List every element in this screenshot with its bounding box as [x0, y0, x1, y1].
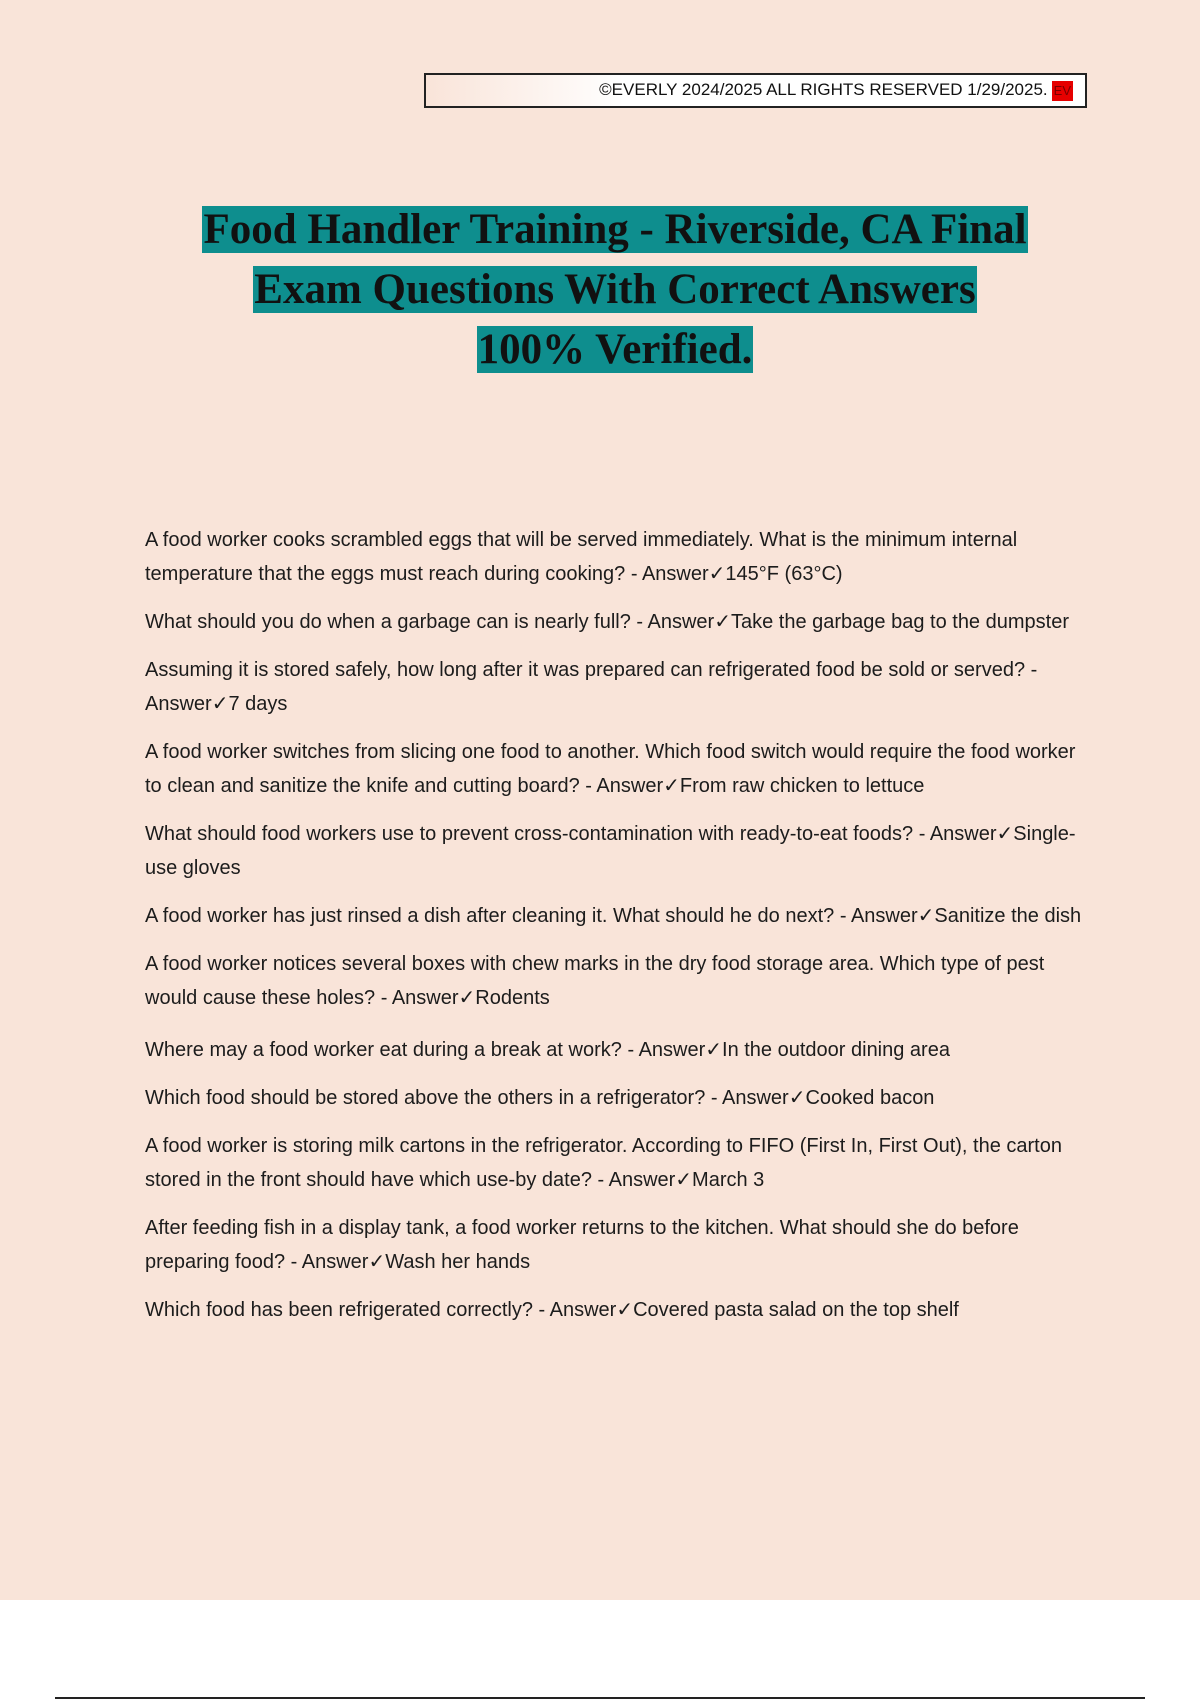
- qa-item: A food worker notices several boxes with chew marks in the dry food storage area. Which type of pest would cause these holes? - Answer✓Rodents: [145, 953, 1045, 1009]
- qa-item: After feeding fish in a display tank, a food worker returns to the kitchen. What should she do before preparing food? - Answer✓Wash her hands: [145, 1217, 1019, 1273]
- qa-item: Assuming it is stored safely, how long after it was prepared can refrigerated food be sold or served? - Answer✓7 days: [145, 659, 1038, 715]
- qa-item: Which food has been refrigerated correctly? - Answer✓Covered pasta salad on the top shelf: [145, 1299, 959, 1321]
- footer-divider: [55, 1697, 1145, 1699]
- qa-item: Which food should be stored above the others in a refrigerator? - Answer✓Cooked bacon: [145, 1087, 935, 1109]
- copyright-text-wrapper: [599, 78, 1073, 102]
- qa-item: A food worker cooks scrambled eggs that will be served immediately. What is the minimum internal temperature that the eggs must reach during cooking? - Answer✓145°F (63°C): [145, 529, 1018, 585]
- title-line-2: Exam Questions With Correct Answers: [254, 266, 976, 313]
- qa-item: A food worker has just rinsed a dish after cleaning it. What should he do next? - Answer✓Sanitize the dish: [145, 905, 1082, 927]
- qa-item: What should you do when a garbage can is nearly full? - Answer✓Take the garbage bag to the dumpster: [145, 611, 1069, 633]
- qa-item: A food worker is storing milk cartons in the refrigerator. According to FIFO (First In, First Out), the carton stored in the front should have which use-by date? - Answer✓March 3: [145, 1135, 1062, 1191]
- brand-mark: EV: [1052, 81, 1073, 101]
- qa-list: [145, 523, 1095, 1341]
- qa-item: Where may a food worker eat during a break at work? - Answer✓In the outdoor dining area: [145, 1039, 950, 1061]
- title-line-3: 100% Verified.: [477, 326, 753, 373]
- qa-item: What should food workers use to prevent cross-contamination with ready-to-eat foods? - Answer✓Single-use gloves: [145, 823, 1076, 879]
- title-line-1: Food Handler Training - Riverside, CA Final: [203, 206, 1027, 253]
- qa-item: A food worker switches from slicing one food to another. Which food switch would require the food worker to clean and sanitize the knife and cutting board? - Answer✓From raw chicken to lettuce: [145, 741, 1076, 797]
- copyright-header: [424, 73, 1087, 108]
- document-title: [90, 200, 1140, 380]
- copyright-text: ©EVERLY 2024/2025 ALL RIGHTS RESERVED 1/29/2025.: [599, 80, 1048, 99]
